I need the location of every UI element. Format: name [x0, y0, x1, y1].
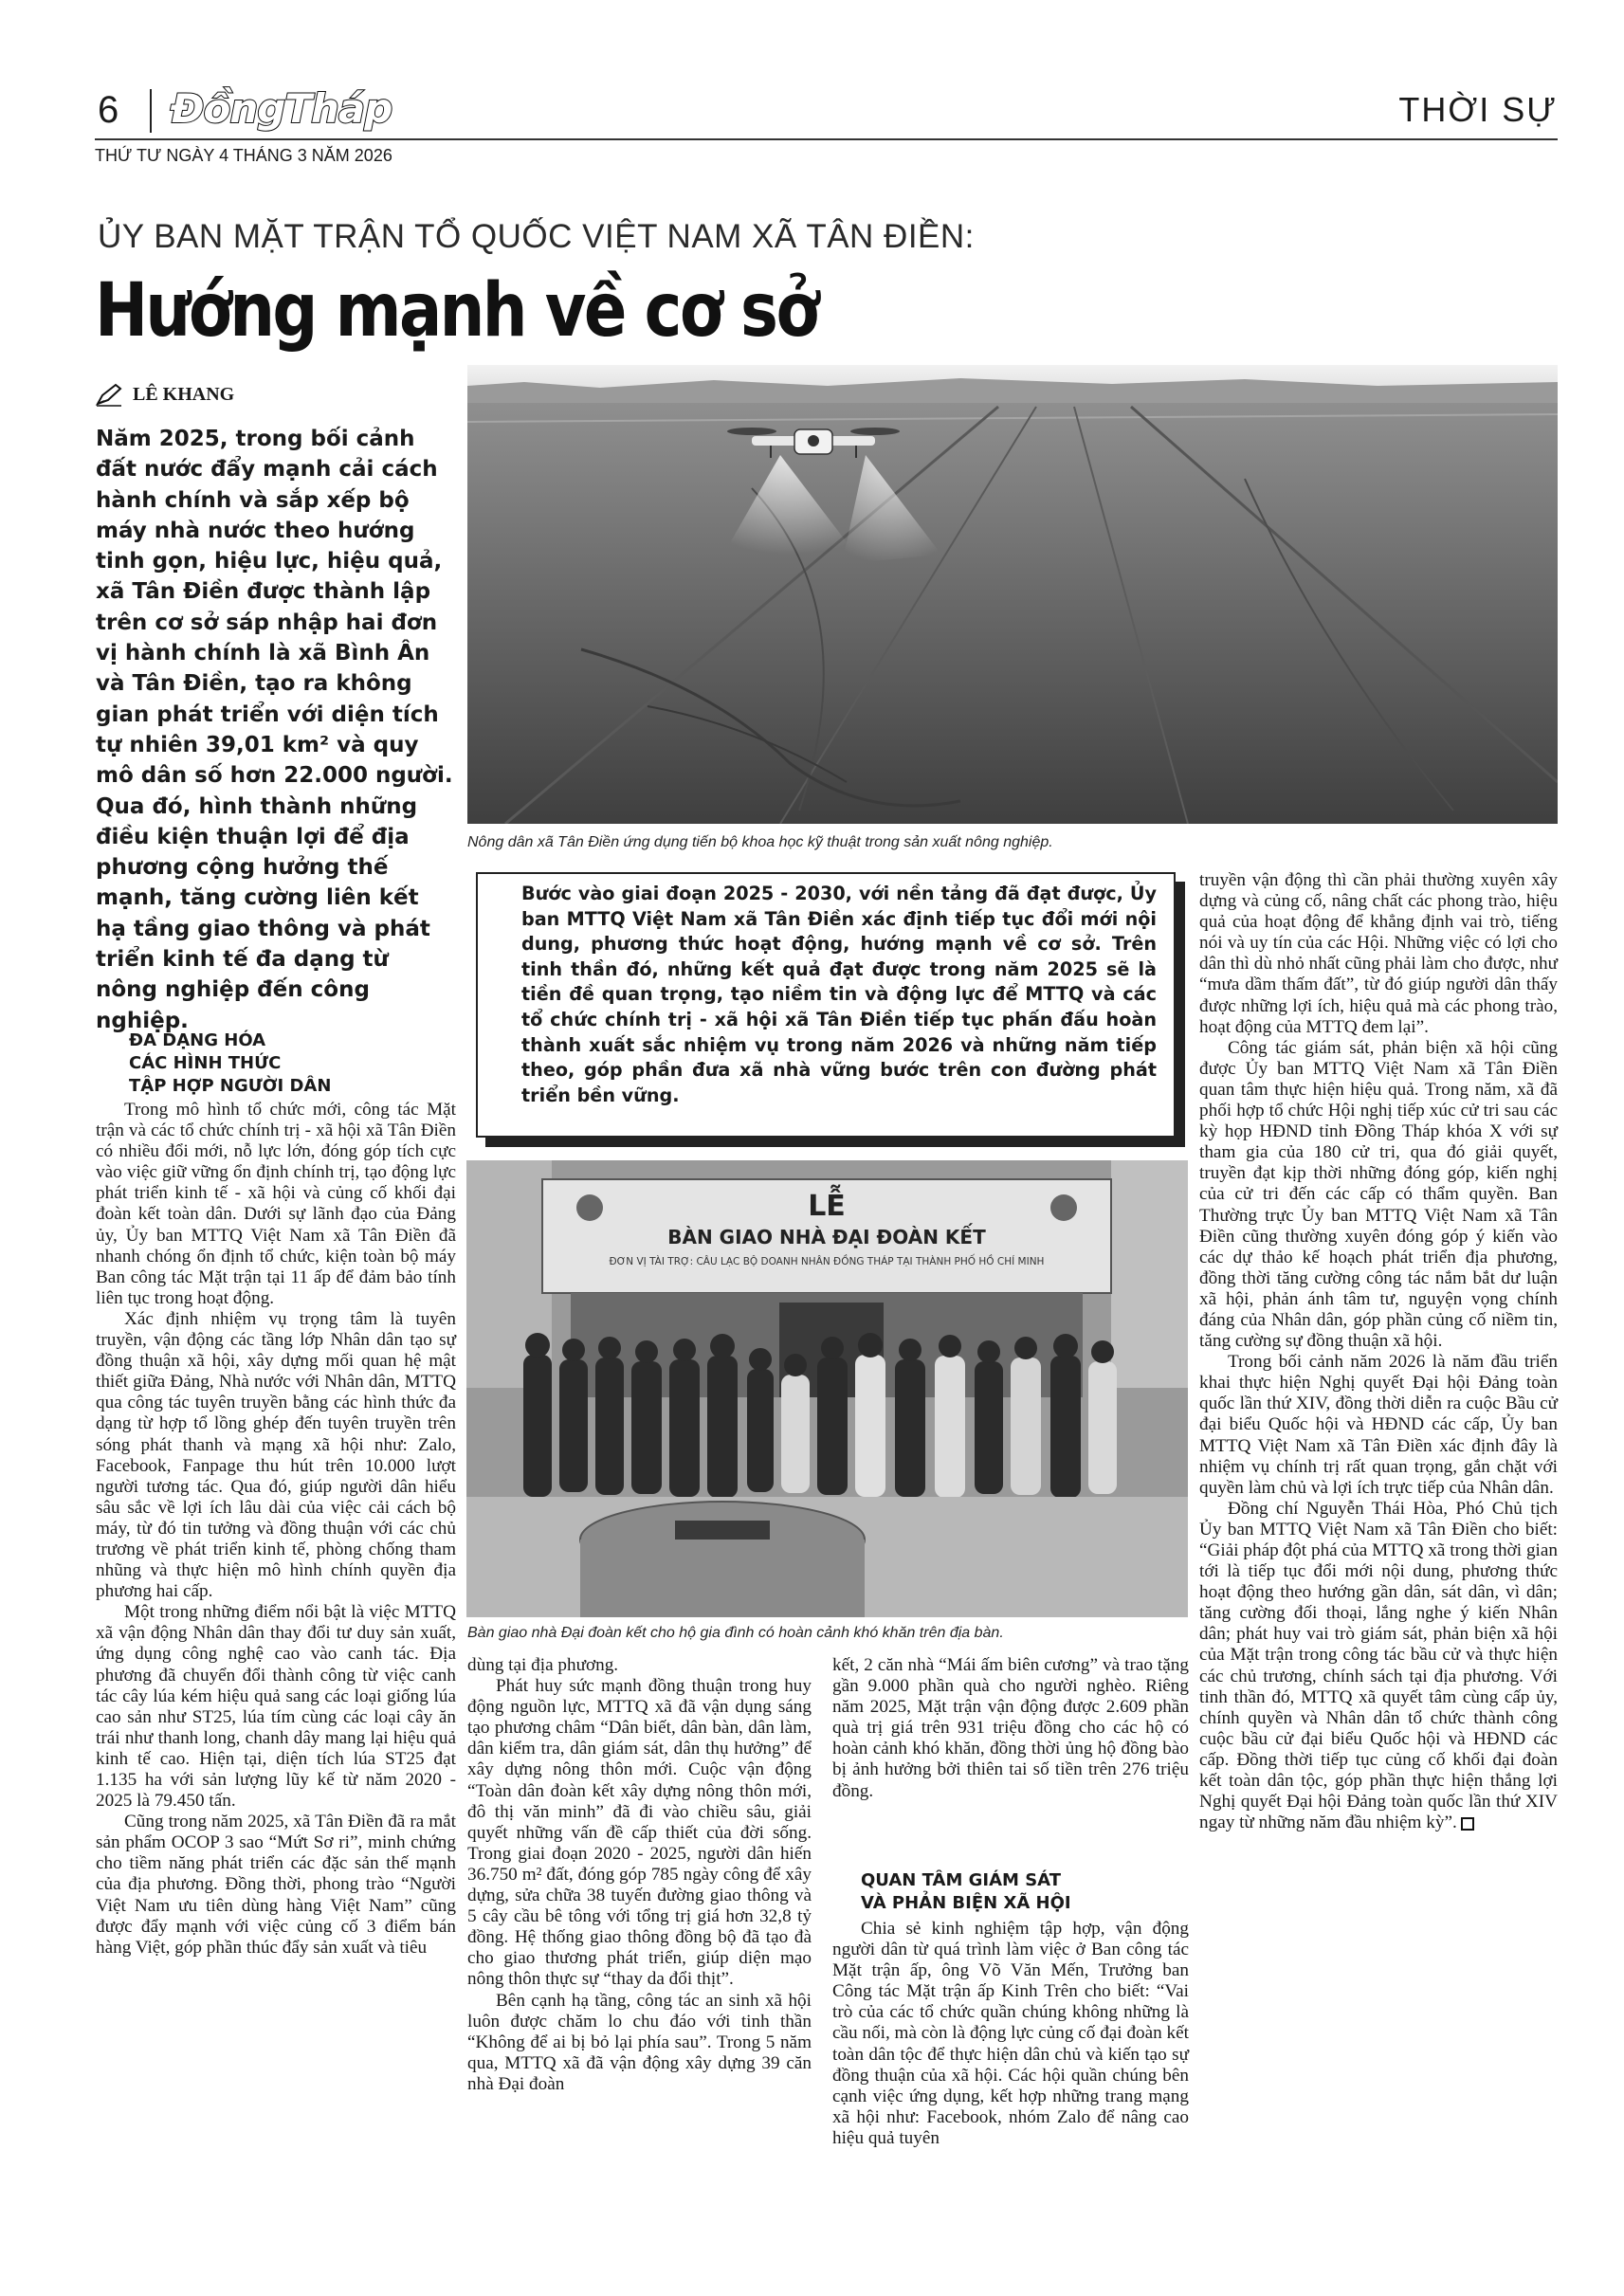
paragraph: dùng tại địa phương.: [467, 1655, 619, 1675]
page-number: 6: [98, 89, 119, 131]
article-sapo: Năm 2025, trong bối cảnh đất nước đẩy mạnh cải cách hành chính và sắp xếp bộ máy nhà nước theo hướng tinh gọn, hiệu lực, hiệu quả, xã Tân Điền được thành lập trên cơ sở sáp nhập hai đơn vị hành chính là xã Bình Ân và Tân Điền, tạo ra không gian phát triển với diện tích tự nhiên 39,01 km² và quy mô dân số hơn 22.000 người. Qua đó, hình thành những điều kiện thuận lợi để địa phương cộng hưởng thế mạnh, tăng cường liên kết hạ tầng giao thông và phát triển kinh tế đa dạng từ nông nghiệp đến công nghiệp.: [96, 427, 453, 1033]
body-column-4: [1199, 870, 1558, 1833]
header-divider: [150, 89, 152, 133]
issue-date: THỨ TƯ NGÀY 4 THÁNG 3 NĂM 2026: [95, 146, 392, 165]
article-headline: Hướng mạnh về cơ sở: [95, 268, 817, 354]
article-kicker: ỦY BAN MẶT TRẬN TỔ QUỐC VIỆT NAM XÃ TÂN ĐIỀN:: [98, 218, 975, 255]
ceremony-image: [466, 1160, 1188, 1617]
paragraph-final: Đồng chí Nguyễn Thái Hòa, Phó Chủ tịch Ủy ban MTTQ Việt Nam xã Tân Điền cho biết: “Giải pháp đột phá của MTTQ xã trong thời gian tới là tiếp tục đổi mới nội dung, phương thức hoạt động theo hướng gần dân, sát dân, vì dân; tăng cường đối thoại, lắng nghe ý kiến Nhân dân; phát huy vai trò giám sát, phản biện xã hội của Mặt trận trong công tác bầu cử và thực hiện các chủ trương, chính sách tại địa phương. Với tinh thần đó, MTTQ xã quyết tâm cùng cấp ủy, chính quyền và Nhân dân tổ chức thành công cuộc bầu cử đại biểu Quốc hội và HĐND các cấp. Đồng thời tiếp tục củng cố khối đại đoàn kết toàn dân tộc, góp phần thực hiện thắng lợi Nghị quyết Đại hội Đảng toàn quốc lần thứ XIV ngay từ những năm đầu nhiệm kỳ”.: [1199, 1498, 1558, 1833]
paragraph: Xác định nhiệm vụ trọng tâm là tuyên truyền, vận động các tầng lớp Nhân dân tạo sự đồng thuận xã hội, xây dựng mối quan hệ mật thiết giữa Đảng, Nhà nước với Nhân dân, MTTQ qua công tác tuyên truyền bằng các hình thức đa dạng từ hợp tổ lồng ghép đến tuyên truyền trên sóng phát thanh và mạng xã hội như: Zalo, Facebook, Fanpage thu hút trên 10.000 lượt người tương tác. Qua đó, giúp người dân hiểu sâu sắc về lợi ích lâu dài của việc cải cách bộ máy, từ đó tin tưởng và đồng thuận với các chủ trương về phát triển kinh tế, phòng chống tham nhũng và thực hiện mô hình chính quyền địa phương hai cấp.: [96, 1308, 456, 1602]
pen-icon: [95, 382, 123, 407]
photo-handover-ceremony: [466, 1160, 1188, 1617]
banner-main: BÀN GIAO NHÀ ĐẠI ĐOÀN KẾT: [667, 1226, 986, 1248]
paragraph: Trong bối cảnh năm 2026 là năm đầu triển khai thực hiện Nghị quyết Đại hội Đảng toàn quốc lần thứ XIV, đồng thời diễn ra cuộc Bầu cử đại biểu Quốc hội và HĐND các cấp, Ủy ban MTTQ Việt Nam xã Tân Điền xác định đây là nhiệm vụ chính trị rất quan trọng, gắn chặt với quyền làm chủ và lợi ích trực tiếp của Nhân dân.: [1199, 1352, 1558, 1498]
body-column-2: [467, 1655, 812, 2095]
paragraph: Chia sẻ kinh nghiệm tập hợp, vận động người dân từ quá trình làm việc ở Ban công tác Mặt trận ấp, ông Võ Văn Mến, Trưởng ban Công tác Mặt trận ấp Kinh Trên cho biết: “Vai trò của các tổ chức quần chúng không những là cầu nối, mà còn là động lực củng cố đại đoàn kết toàn dân tộc để thực hiện dân chủ và kiến tạo sự đồng thuận của xã hội. Các hội quần chúng bên cạnh việc ứng dụng, kết hợp những trang mạng xã hội như: Facebook, nhóm Zalo để nâng cao hiệu quả tuyên: [832, 1919, 1189, 2148]
body-column-3b: [832, 1919, 1189, 2149]
drone-field-image: [467, 365, 1558, 824]
paragraph: kết, 2 căn nhà “Mái ấm biên cương” và trao tặng gần 9.000 phần quà cho người nghèo. Riêng năm 2025, Mặt trận vận động được 2.609 phần quà trị giá trên 931 triệu đồng cho các hộ có hoàn cảnh khó khăn, đồng thời ủng hộ đồng bào bị ảnh hưởng bởi thiên tai số tiền trên 276 triệu đồng.: [832, 1655, 1189, 1801]
banner-title: LỄ: [808, 1190, 846, 1223]
end-mark-icon: [1461, 1817, 1474, 1831]
photo1-caption: Nông dân xã Tân Điền ứng dụng tiến bộ khoa học kỹ thuật trong sản xuất nông nghiệp.: [467, 834, 1053, 850]
quote-text: Bước vào giai đoạn 2025 - 2030, với nền tảng đã đạt được, Ủy ban MTTQ Việt Nam xã Tân Điền xác định tiếp tục đổi mới nội dung, phương thức hoạt động, hướng mạnh về cơ sở. Trên tinh thần đó, những kết quả đạt được trong năm 2025 sẽ là tiền đề quan trọng, tạo niềm tin và động lực để MTTQ và các tổ chức chính trị - xã hội xã Tân Điền tiếp tục phấn đấu hoàn thành xuất sắc nhiệm vụ trong năm 2026 và những năm tiếp theo, góp phần đưa xã nhà vững bước trên con đường phát triển bền vững.: [521, 883, 1157, 1106]
subhead-1: ĐA DẠNG HÓA CÁC HÌNH THỨC TẬP HỢP NGƯỜI DÂN: [129, 1030, 332, 1096]
paragraph: Bên cạnh hạ tầng, công tác an sinh xã hội luôn được chăm lo chu đáo với tinh thần “Không để ai bị bỏ lại phía sau”. Trong 5 năm qua, MTTQ xã đã vận động xây dựng 39 căn nhà Đại đoàn: [467, 1990, 812, 2094]
banner-sub: ĐƠN VỊ TÀI TRỢ: CÂU LẠC BỘ DOANH NHÂN ĐỒNG THÁP TẠI THÀNH PHỐ HỒ CHÍ MINH: [609, 1256, 1045, 1267]
paragraph: truyền vận động thì cần phải thường xuyên xây dựng và củng cố, nâng chất các phong trào, hiệu quả của hoạt động để khẳng định vai trò, tiếng nói và uy tín của các Hội. Những việc có lợi cho dân thì dù nhỏ nhất cũng phải làm cho được, như “mưa dầm thấm đất”, từ đó giúp người dân thấy được những lợi ích, hiệu quả mà các phong trào, hoạt động của MTTQ đem lại”.: [1199, 870, 1558, 1037]
paragraph: Một trong những điểm nổi bật là việc MTTQ xã vận động Nhân dân thay đổi tư duy sản xuất, ứng dụng công nghệ cao vào canh tác. Địa phương đã chuyển đổi thành công từ việc canh tác cây lúa kém hiệu quả sang các loại giống lúa cao sản như ST25, lúa tím cùng các loại cây ăn trái như thanh long, chanh dây mang lại hiệu quả kinh tế cao. Hiện tại, diện tích lúa ST25 đạt 1.135 ha với sản lượng lũy kế từ năm 2020 - 2025 là 79.450 tấn.: [96, 1602, 456, 1812]
paragraph: Trong mô hình tổ chức mới, công tác Mặt trận và các tổ chức chính trị - xã hội xã Tân Điền có nhiều đổi mới, nỗ lực lớn, đóng góp tích cực vào việc giữ vững ổn định chính trị, tạo động lực phát triển kinh tế - xã hội và củng cố khối đại đoàn kết toàn dân. Dưới sự lãnh đạo của Đảng ủy, Ủy ban MTTQ Việt Nam xã Tân Điền đã nhanh chóng ổn định tổ chức, kiện toàn bộ máy Ban công tác Mặt trận tại 11 ấp để đảm bảo tính liên tục trong hoạt động.: [96, 1100, 456, 1308]
photo-drone-rice-field: [467, 365, 1558, 824]
paragraph: Công tác giám sát, phản biện xã hội cũng được Ủy ban MTTQ Việt Nam xã Tân Điền quan tâm thực hiện hiệu quả. Trong năm, xã đã phối hợp tổ chức Hội nghị tiếp xúc cử tri sau các kỳ họp HĐND tỉnh Đồng Tháp khóa X với sự tham gia của 180 cử tri, qua đó giải quyết, truyền đạt kịp thời những đóng góp, kiến nghị của cử tri đến các cấp có thẩm quyền. Ban Thường trực Ủy ban MTTQ Việt Nam xã Tân Điền cũng thường xuyên đóng góp ý kiến vào các dự thảo kế hoạch phát triển địa phương, đồng thời tăng cường công tác nắm bắt dư luận xã hội, phản ánh tâm tư, nguyện vọng chính đáng của Nhân dân, góp phần củng cố niềm tin, tăng cường sự đồng thuận xã hội.: [1199, 1037, 1558, 1352]
subhead-2: QUAN TÂM GIÁM SÁT VÀ PHẢN BIỆN XÃ HỘI: [861, 1870, 1071, 1913]
header-rule: [95, 138, 1558, 140]
body-column-3: [832, 1655, 1189, 1802]
byline: [95, 381, 234, 408]
section-name: THỜI SỰ: [1398, 90, 1558, 129]
author-name: LÊ KHANG: [133, 384, 235, 405]
newspaper-logo: ĐồngTháp: [171, 85, 392, 132]
paragraph: Cũng trong năm 2025, xã Tân Điền đã ra mắt sản phẩm OCOP 3 sao “Mứt Sơ ri”, minh chứng cho tiềm năng phát triển các đặc sản thế mạnh của địa phương. Đồng thời, phong trào “Người Việt Nam ưu tiên dùng hàng Việt Nam” cũng được đẩy mạnh với việc củng cố 3 điểm bán hàng Việt, góp phần thúc đẩy sản xuất và tiêu: [96, 1812, 456, 1958]
photo2-caption: Bàn giao nhà Đại đoàn kết cho hộ gia đình có hoàn cảnh khó khăn trên địa bàn.: [467, 1625, 1004, 1641]
body-column-1: [96, 1100, 456, 1959]
paragraph: Phát huy sức mạnh đồng thuận trong huy động nguồn lực, MTTQ xã đã vận dụng sáng tạo phương châm “Dân biết, dân bàn, dân làm, dân kiểm tra, dân giám sát, dân thụ hưởng” để xây dựng nông thôn mới. Cuộc vận động “Toàn dân đoàn kết xây dựng nông thôn mới, đô thị văn minh” đã đi vào chiều sâu, giải quyết những vấn đề cấp thiết của đời sống. Trong giai đoạn 2020 - 2025, người dân hiến 36.750 m² đất, đóng góp 785 ngày công để xây dựng, sửa chữa 38 tuyến đường giao thông và 5 cây cầu bê tông với tổng trị giá hơn 32,8 tỷ đồng. Hệ thống giao thông đồng bộ đã tạo đà cho giao thương phát triển, giúp diện mạo nông thôn thực sự “thay da đổi thịt”.: [467, 1676, 812, 1990]
